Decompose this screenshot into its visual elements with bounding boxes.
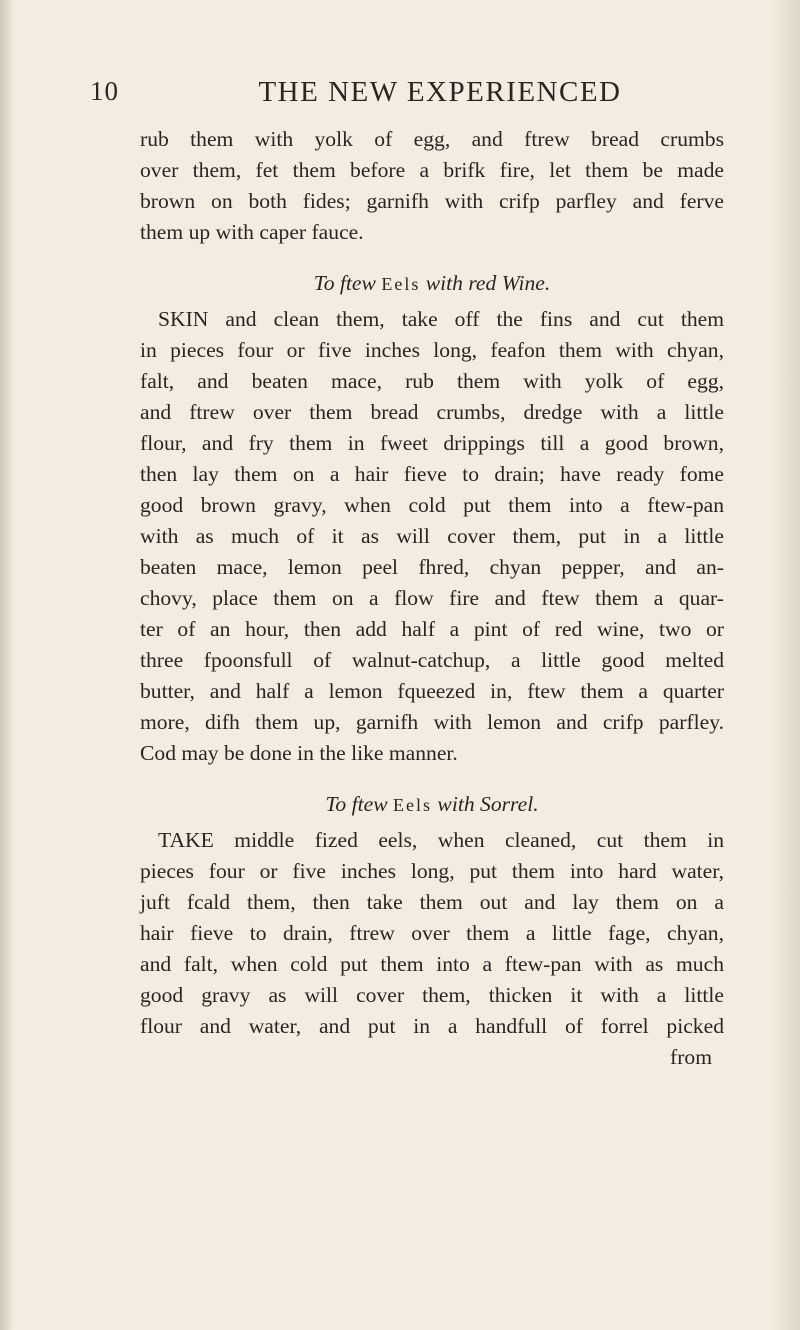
text-line: TAKE middle fized eels, when cleaned, cut them in bbox=[158, 828, 724, 852]
page-header bbox=[90, 76, 730, 112]
text-line: pieces four or five inches long, put them into hard water, bbox=[140, 859, 724, 883]
text-line: good brown gravy, when cold put them into a ftew-pan bbox=[140, 493, 724, 517]
text-line: SKIN and clean them, take off the fins and cut them bbox=[158, 307, 724, 331]
text-line: juft fcald them, then take them out and lay them on a bbox=[140, 890, 724, 914]
text-line: chovy, place them on a flow fire and ftew them a quar- bbox=[140, 586, 724, 610]
text-line: good gravy as will cover them, thicken it with a little bbox=[140, 983, 724, 1007]
text-line: ter of an hour, then add half a pint of red wine, two or bbox=[140, 617, 724, 641]
text-line: brown on both fides; garnifh with crifp parfley and ferve bbox=[140, 189, 724, 213]
page-edge-shadow-right bbox=[770, 0, 800, 1330]
paragraph-eels-red-wine bbox=[140, 304, 724, 769]
heading-subject: Eels bbox=[381, 274, 421, 294]
heading-suffix: with red Wine. bbox=[425, 271, 551, 295]
text-line: with as much of it as will cover them, put in a little bbox=[140, 524, 724, 548]
text-line: flour and water, and put in a handfull of forrel picked bbox=[140, 1014, 724, 1038]
text-line: flour, and fry them in fweet drippings till a good brown, bbox=[140, 431, 724, 455]
text-line: butter, and half a lemon fqueezed in, ftew them a quarter bbox=[140, 679, 724, 703]
text-line: three fpoonsfull of walnut-catchup, a little good melted bbox=[140, 648, 724, 672]
heading-prefix: To ftew bbox=[313, 271, 376, 295]
text-line: more, difh them up, garnifh with lemon and crifp parfley. bbox=[140, 710, 724, 734]
paragraph-eels-sorrel bbox=[140, 825, 724, 1073]
text-line: in pieces four or five inches long, feafon them with chyan, bbox=[140, 338, 724, 362]
running-head: THE NEW EXPERIENCED bbox=[258, 76, 622, 108]
text-line: Cod may be done in the like manner. bbox=[140, 741, 458, 765]
text-line: hair fieve to drain, ftrew over them a little fage, chyan, bbox=[140, 921, 724, 945]
text-line: and ftrew over them bread crumbs, dredge with a little bbox=[140, 400, 724, 424]
text-line: them up with caper fauce. bbox=[140, 220, 364, 244]
text-line: rub them with yolk of egg, and ftrew bread crumbs bbox=[140, 127, 724, 151]
text-line: over them, fet them before a brifk fire, let them be made bbox=[140, 158, 724, 182]
page-body bbox=[140, 124, 724, 1073]
recipe-heading-eels-red-wine bbox=[140, 268, 724, 300]
text-line: falt, and beaten mace, rub them with yolk of egg, bbox=[140, 369, 724, 393]
catchword: from bbox=[670, 1045, 712, 1069]
text-line: then lay them on a hair fieve to drain; have ready fome bbox=[140, 462, 724, 486]
heading-suffix: with Sorrel. bbox=[437, 792, 539, 816]
paragraph-fried-eels-end bbox=[140, 124, 724, 248]
text-line: beaten mace, lemon peel fhred, chyan pepper, and an- bbox=[140, 555, 724, 579]
recipe-heading-eels-sorrel bbox=[140, 789, 724, 821]
text-line: and falt, when cold put them into a ftew-pan with as much bbox=[140, 952, 724, 976]
page-edge-shadow-left bbox=[0, 0, 14, 1330]
heading-subject: Eels bbox=[393, 795, 433, 815]
heading-prefix: To ftew bbox=[325, 792, 388, 816]
page-number: 10 bbox=[90, 76, 119, 106]
